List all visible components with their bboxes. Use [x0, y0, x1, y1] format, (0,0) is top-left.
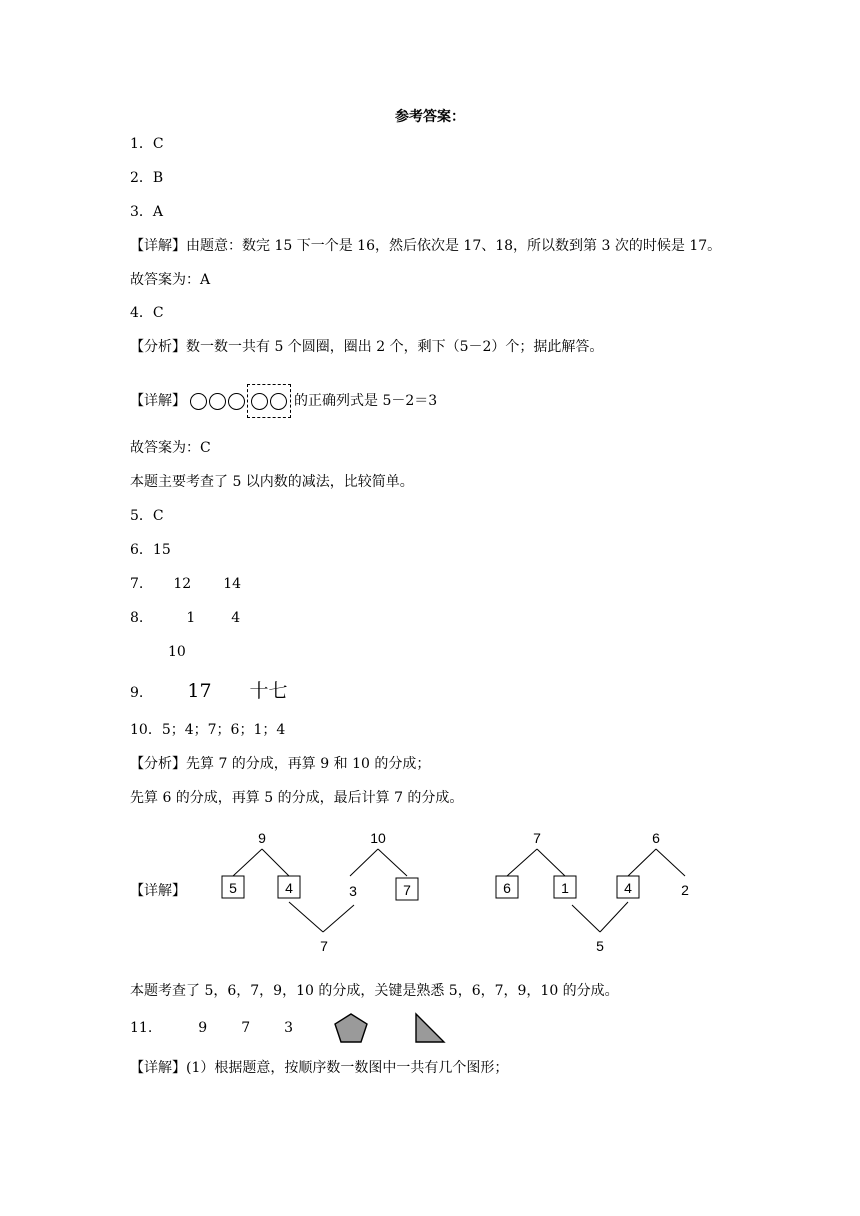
question-number: 11. [130, 1020, 153, 1036]
pentagon-icon [335, 1014, 367, 1042]
diagram-number: 1 [561, 880, 569, 896]
answer-value: 1 [186, 610, 196, 626]
answer-value: 十七 [249, 680, 288, 702]
answer-value: 3 [284, 1020, 294, 1036]
answer-11-detail: 【详解】(1）根据题意，按顺序数一数图中一共有几个图形； [130, 1060, 509, 1076]
answer-2: 2．B [130, 170, 164, 186]
diagram-number: 9 [258, 830, 266, 846]
diagram-number: 5 [229, 880, 237, 896]
answer-10-analysis: 【分析】先算 7 的分成，再算 9 和 10 的分成； [130, 756, 431, 772]
answer-3: 3．A [130, 204, 164, 220]
diagram-number: 6 [503, 880, 511, 896]
answer-value: 7 [241, 1020, 251, 1036]
answer-value: 17 [187, 680, 212, 702]
diagram-number: 5 [596, 938, 604, 954]
answer-5: 5．C [130, 508, 164, 524]
answer-11-shapes [330, 1010, 450, 1050]
question-number: 7. [130, 576, 144, 592]
diagram-number: 10 [370, 830, 386, 846]
answer-4: 4．C [130, 305, 164, 321]
answer-value: 4 [231, 610, 241, 626]
answer-10-analysis-2: 先算 6 的分成，再算 5 的分成，最后计算 7 的分成。 [130, 790, 464, 806]
answer-1: 1．C [130, 136, 164, 152]
detail-label: 【详解】 [130, 393, 186, 409]
diagram-number: 4 [624, 880, 632, 896]
diagram-number: 7 [403, 882, 411, 898]
diagram-number: 7 [533, 830, 541, 846]
answer-6: 6．15 [130, 542, 171, 558]
triangle-icon [416, 1014, 444, 1042]
answer-3-detail: 【详解】由题意：数完 15 下一个是 16，然后依次是 17、18，所以数到第 3 次的时候是 17。 [130, 238, 722, 254]
diagram-number: 3 [349, 883, 357, 899]
answer-10-note: 本题考查了 5，6，7，9，10 的分成，关键是熟悉 5，6，7，9，10 的分成。 [130, 983, 619, 999]
diagram-number: 6 [652, 830, 660, 846]
diagram-number: 4 [285, 880, 293, 896]
answer-value: 12 [173, 576, 192, 592]
answer-10: 10．5；4；7；6；1；4 [130, 722, 286, 738]
answer-3-conclusion: 故答案为：A [130, 272, 211, 288]
answer-value: 14 [223, 576, 242, 592]
answer-10-detail-label: 【详解】 [130, 883, 186, 899]
question-number: 9. [130, 685, 144, 701]
answer-4-conclusion: 故答案为：C [130, 440, 211, 456]
answer-8-extra: 10 [168, 644, 186, 660]
answer-11 [130, 1018, 293, 1038]
answer-4-note: 本题主要考查了 5 以内数的减法，比较简单。 [130, 474, 414, 490]
page-title: 参考答案： [395, 109, 465, 125]
answer-4-analysis: 【分析】数一数一共有 5 个圆圈，圈出 2 个，剩下（5－2）个；据此解答。 [130, 339, 604, 355]
answer-value: 9 [198, 1020, 208, 1036]
question-number: 8. [130, 610, 144, 626]
diagram-number: 7 [320, 938, 328, 954]
detail-text: 的正确列式是 5－2＝3 [294, 393, 438, 409]
diagram-number: 2 [681, 882, 689, 898]
